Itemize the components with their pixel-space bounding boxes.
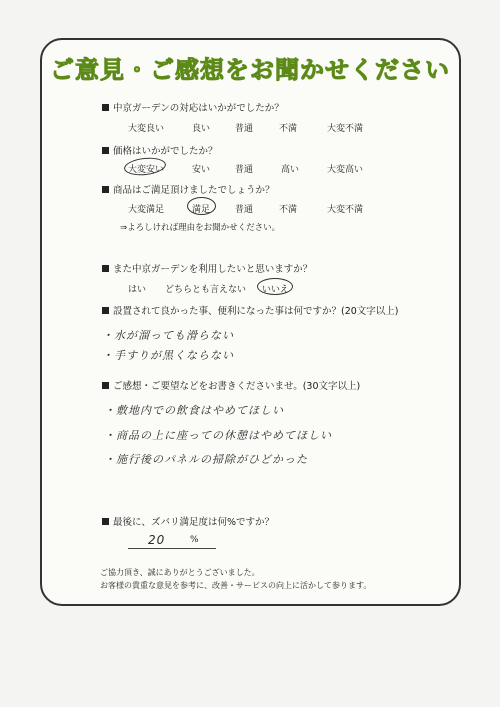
square-bullet-icon: [102, 382, 109, 389]
page-title: ご意見・ご感想をお聞かせください: [50, 56, 450, 84]
question-reuse: また中京ガーデンを利用したいと思いますか？: [102, 261, 312, 275]
handwritten-answer: ・敷地内での飲食はやめてほしい: [104, 404, 284, 417]
question-satisfaction: 商品はご満足頂けましたでしょうか？: [102, 182, 275, 196]
option[interactable]: 良い: [192, 124, 211, 134]
option[interactable]: 大変不満: [327, 124, 364, 134]
option[interactable]: 大変満足: [128, 205, 165, 215]
handwritten-answer: ・水が溜っても滑らない: [102, 329, 234, 342]
reason-note: ⇒よろしければ理由をお聞かせください。: [120, 223, 281, 233]
square-bullet-icon: [102, 265, 109, 272]
footer-message: お客様の貴重な意見を参考に、改善・サービスの向上に活かして参ります。: [100, 581, 372, 590]
option[interactable]: 不満: [279, 205, 298, 215]
square-bullet-icon: [102, 186, 109, 193]
footer-thanks: ご協力頂き、誠にありがとうございました。: [100, 568, 260, 577]
option[interactable]: 普通: [235, 205, 254, 215]
square-bullet-icon: [102, 307, 109, 314]
option[interactable]: 安い: [192, 165, 211, 175]
option[interactable]: 大変不満: [327, 205, 364, 215]
option[interactable]: 普通: [235, 165, 254, 175]
option[interactable]: 高い: [281, 165, 300, 175]
square-bullet-icon: [102, 104, 109, 111]
selection-circle: [187, 197, 216, 215]
option[interactable]: 満足: [192, 205, 211, 215]
handwritten-answer: ・手すりが黒くならない: [102, 349, 234, 362]
option[interactable]: 大変良い: [128, 124, 165, 134]
question-satisfaction-percent: 最後に、ズバリ満足度は何%ですか？: [102, 514, 274, 528]
option[interactable]: いいえ: [262, 285, 290, 295]
square-bullet-icon: [102, 518, 109, 525]
percent-value[interactable]: 20: [148, 533, 166, 547]
handwritten-answer: ・商品の上に座っての休憩はやめてほしい: [104, 429, 332, 442]
handwritten-answer: ・施行後のパネルの掃除がひどかった: [104, 453, 308, 466]
option[interactable]: どちらとも言えない: [165, 285, 247, 295]
option[interactable]: 普通: [235, 124, 254, 134]
option[interactable]: はい: [128, 285, 147, 295]
option[interactable]: 不満: [279, 124, 298, 134]
answer-underline: [128, 548, 216, 549]
option[interactable]: 大変高い: [327, 165, 364, 175]
question-price: 価格はいかがでしたか？: [102, 143, 218, 157]
question-feedback: ご感想・ご要望などをお書きくださいませ。(30文字以上): [102, 378, 360, 392]
question-benefits: 設置されて良かった事、便利になった事は何ですか？(20文字以上): [102, 303, 399, 317]
option[interactable]: 大変安い: [128, 165, 165, 175]
square-bullet-icon: [102, 147, 109, 154]
selection-circle: [257, 278, 293, 295]
question-service: 中京ガーデンの対応はいかがでしたか？: [102, 100, 284, 114]
percent-unit: %: [190, 535, 199, 545]
